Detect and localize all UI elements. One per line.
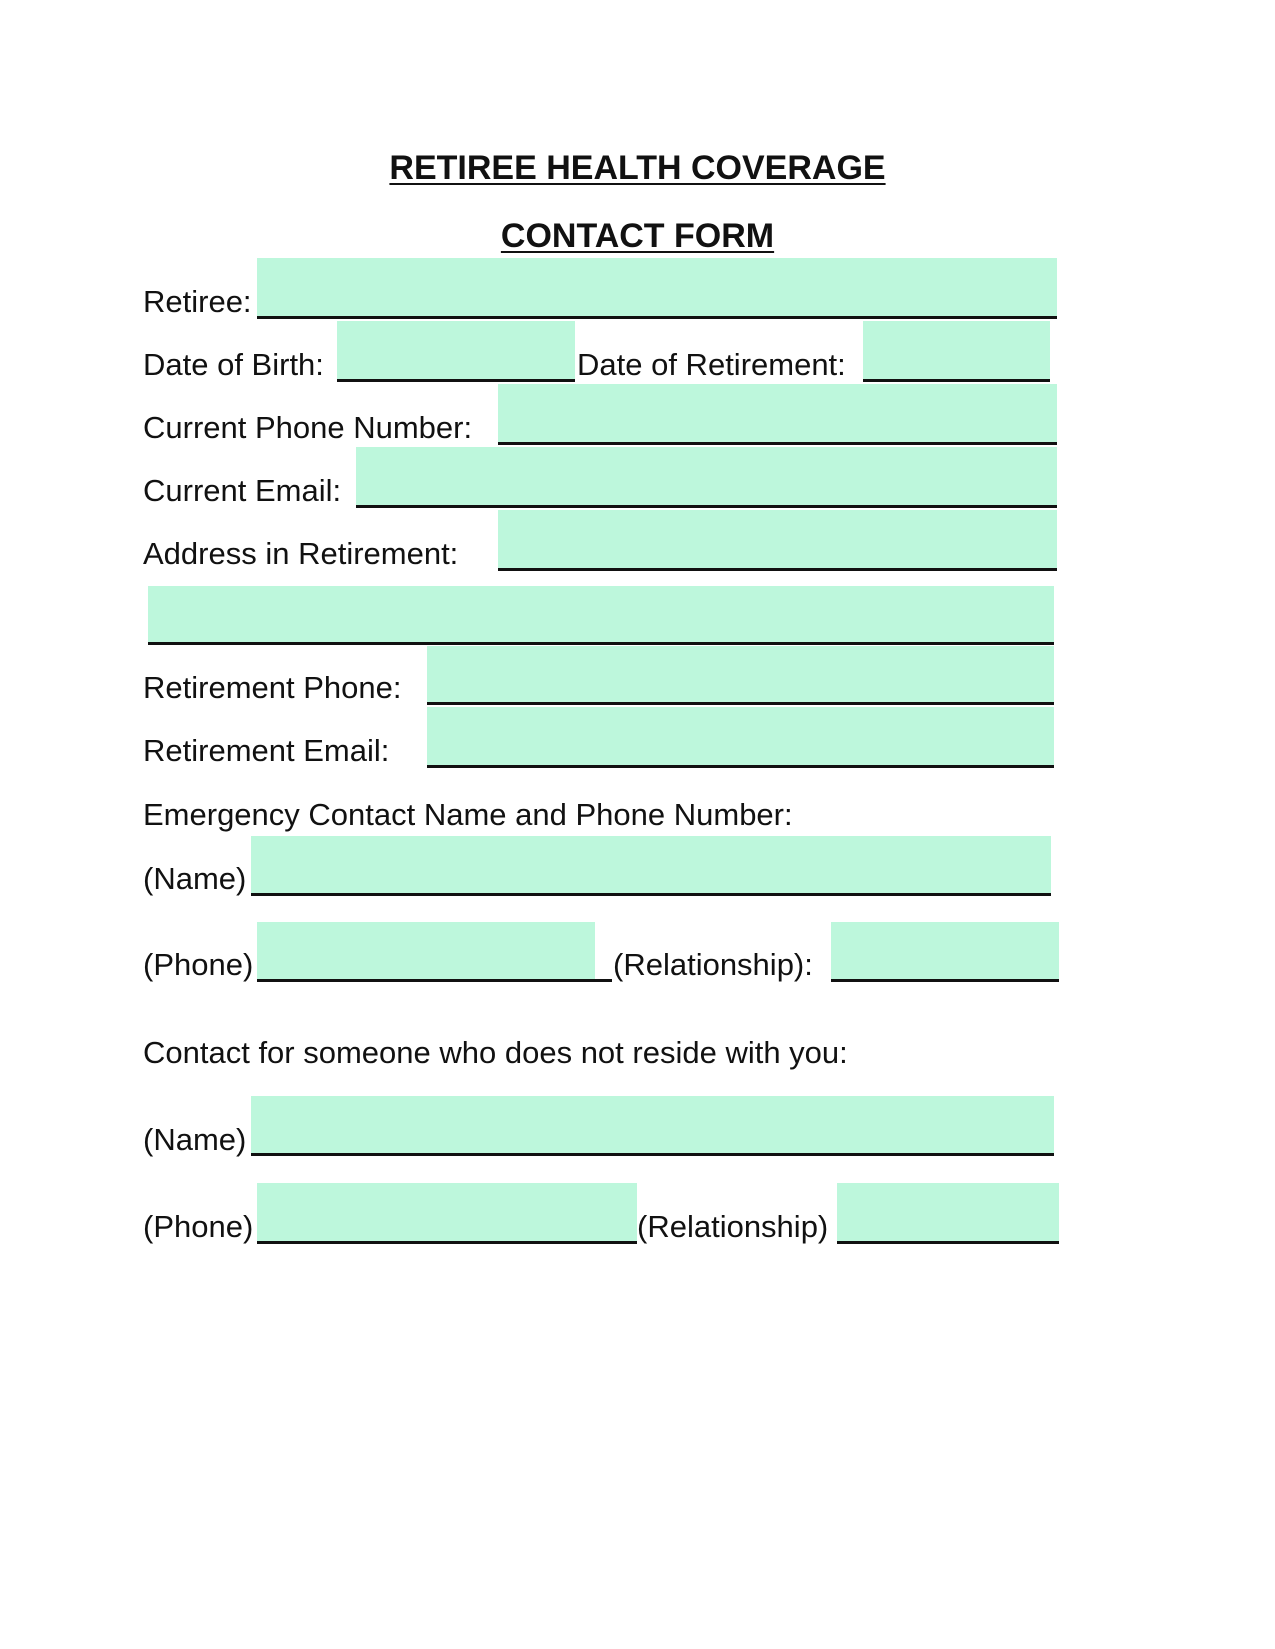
- emergency-relationship-input[interactable]: [831, 922, 1059, 982]
- underline-connector: [595, 979, 612, 982]
- nonresident-contact-heading: Contact for someone who does not reside with you:: [143, 1035, 848, 1070]
- address-retirement-input[interactable]: [498, 510, 1057, 571]
- retiree-input[interactable]: [257, 258, 1057, 319]
- address-retirement-line2-input[interactable]: [148, 586, 1054, 645]
- date-of-birth-input[interactable]: [337, 321, 575, 382]
- nonresident-relationship-input[interactable]: [837, 1183, 1059, 1244]
- current-email-input[interactable]: [356, 447, 1057, 508]
- emergency-phone-input[interactable]: [257, 922, 595, 982]
- retirement-email-label: Retirement Email:: [143, 733, 390, 768]
- date-of-retirement-input[interactable]: [863, 321, 1050, 382]
- emergency-name-input[interactable]: [251, 836, 1051, 896]
- nonresident-relationship-label: (Relationship): [637, 1209, 829, 1244]
- date-of-birth-label: Date of Birth:: [143, 347, 324, 382]
- emergency-relationship-label: (Relationship):: [613, 947, 813, 982]
- emergency-contact-heading: Emergency Contact Name and Phone Number:: [143, 797, 793, 832]
- nonresident-phone-label: (Phone): [143, 1209, 254, 1244]
- retirement-email-input[interactable]: [427, 707, 1054, 768]
- date-of-retirement-label: Date of Retirement:: [577, 347, 846, 382]
- address-retirement-label: Address in Retirement:: [143, 536, 459, 571]
- retirement-phone-label: Retirement Phone:: [143, 670, 402, 705]
- nonresident-name-input[interactable]: [251, 1096, 1054, 1156]
- form-subtitle: CONTACT FORM: [500, 217, 775, 255]
- emergency-name-label: (Name): [143, 861, 247, 896]
- nonresident-phone-input[interactable]: [257, 1183, 637, 1244]
- current-phone-label: Current Phone Number:: [143, 410, 473, 445]
- nonresident-name-label: (Name): [143, 1122, 247, 1157]
- current-email-label: Current Email:: [143, 473, 342, 508]
- form-title: RETIREE HEALTH COVERAGE: [389, 149, 886, 187]
- current-phone-input[interactable]: [498, 384, 1057, 445]
- emergency-phone-label: (Phone): [143, 947, 254, 982]
- retirement-phone-input[interactable]: [427, 646, 1054, 705]
- retiree-label: Retiree:: [143, 284, 252, 319]
